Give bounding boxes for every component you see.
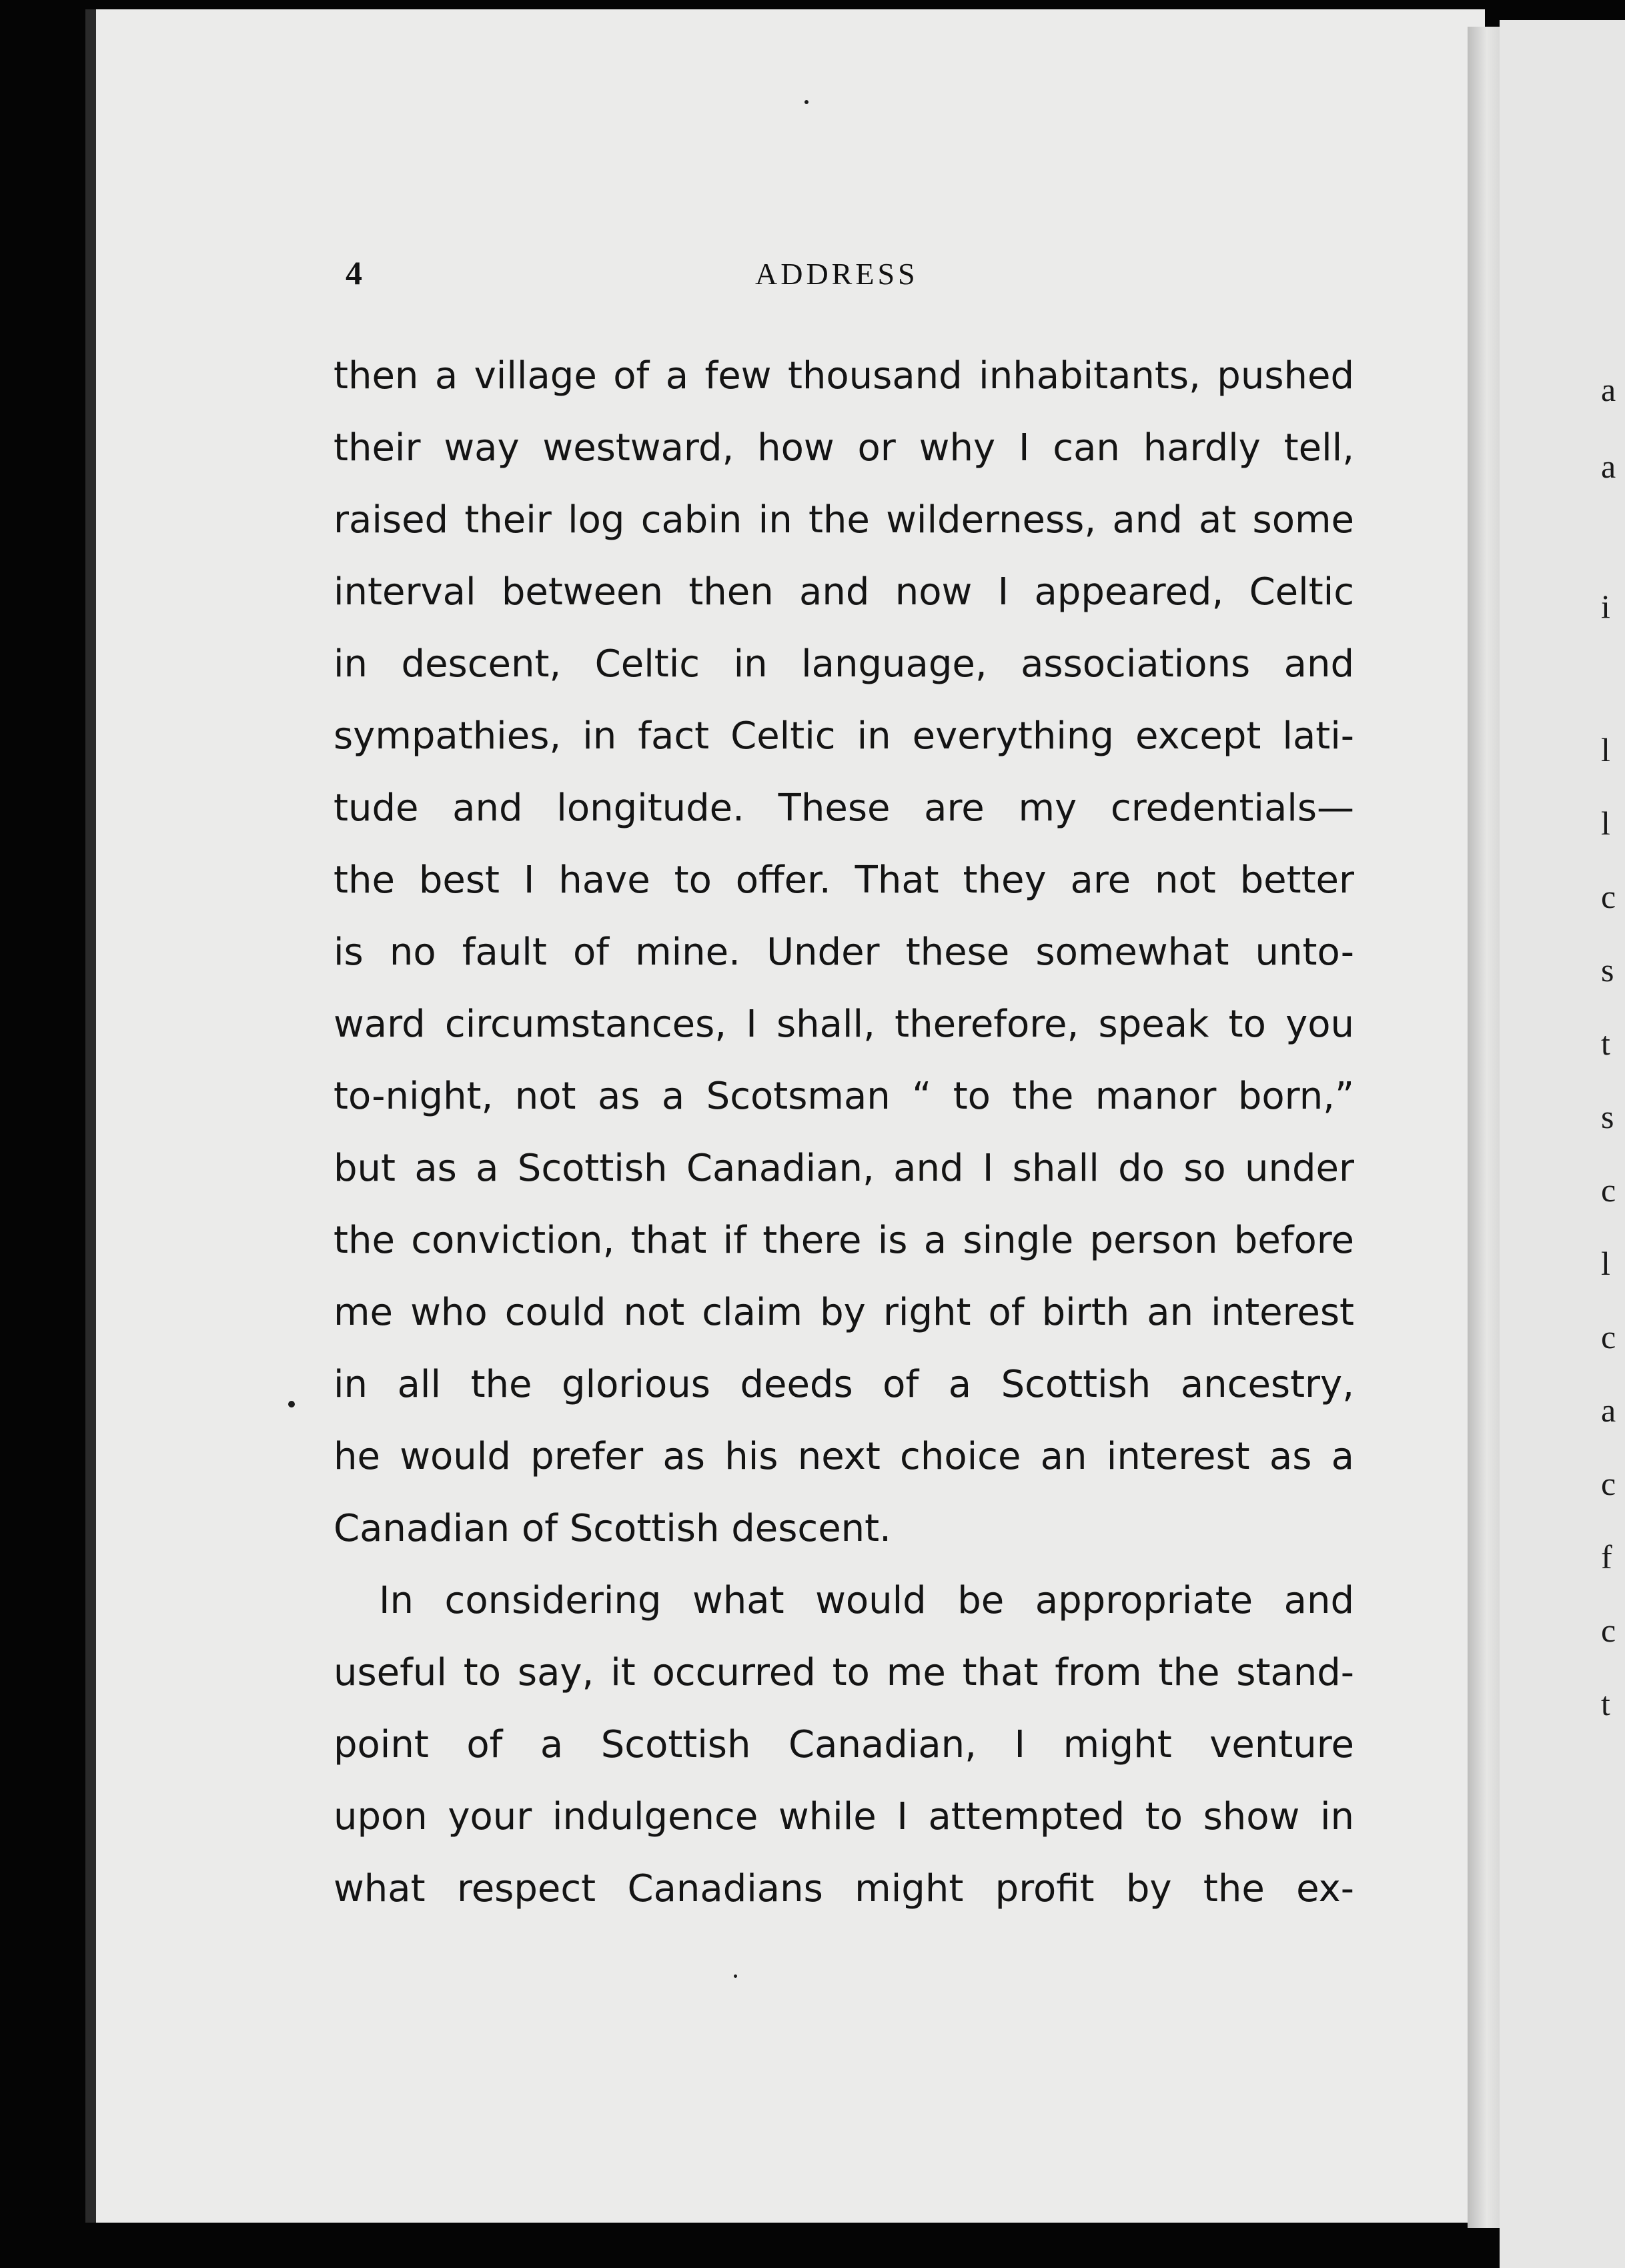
text-line-paragraph-end: Canadian of Scottish descent. — [334, 1507, 891, 1550]
page-number: 4 — [346, 254, 362, 292]
facing-page-letter: l — [1601, 1245, 1610, 1282]
text-line: but as a Scottish Canadian, and I shall do so under — [334, 1147, 1354, 1190]
ink-speck — [734, 1974, 737, 1978]
facing-page-letter: l — [1601, 731, 1610, 768]
facing-page-letter: t — [1601, 1685, 1610, 1722]
facing-page-letter: s — [1601, 1098, 1614, 1135]
text-line: tude and longitude. These are my credentials— — [334, 786, 1354, 830]
text-line: he would prefer as his next choice an interest as a — [334, 1435, 1354, 1478]
text-line: raised their log cabin in the wilderness, and at some — [334, 498, 1354, 542]
text-line: what respect Canadians might profit by the ex- — [334, 1867, 1354, 1910]
facing-page-letter: i — [1601, 588, 1610, 625]
text-line: in all the glorious deeds of a Scottish ancestry, — [334, 1363, 1354, 1406]
facing-page-letter: c — [1601, 1465, 1616, 1502]
text-line: is no fault of mine. Under these somewhat unto- — [334, 931, 1354, 974]
facing-page-letter: s — [1601, 951, 1614, 989]
text-line: ward circumstances, I shall, therefore, speak to you — [334, 1003, 1354, 1046]
text-line: to-night, not as a Scotsman “ to the manor born,” — [334, 1075, 1354, 1118]
running-head — [0, 253, 1625, 307]
facing-page-letter: t — [1601, 1025, 1610, 1062]
text-line: in descent, Celtic in language, associations and — [334, 642, 1354, 686]
text-line: the best I have to offer. That they are not better — [334, 859, 1354, 902]
facing-page-letter: c — [1601, 878, 1616, 915]
text-line: sympathies, in fact Celtic in everything except lati- — [334, 714, 1354, 758]
ink-speck — [288, 1401, 295, 1407]
facing-page-letter: c — [1601, 1171, 1616, 1209]
text-line: useful to say, it occurred to me that from the stand- — [334, 1651, 1354, 1694]
facing-page-fragments — [1601, 0, 1625, 2268]
text-line: their way westward, how or why I can hardly tell, — [334, 426, 1354, 470]
facing-page-letter: a — [1601, 1391, 1616, 1429]
facing-page-letter: f — [1601, 1538, 1612, 1576]
text-line: me who could not claim by right of birth an interest — [334, 1291, 1354, 1334]
facing-page-letter: l — [1601, 804, 1610, 842]
running-title: ADDRESS — [755, 257, 919, 291]
facing-page-letter: a — [1601, 371, 1616, 408]
facing-page-letter: a — [1601, 448, 1616, 485]
text-line: point of a Scottish Canadian, I might venture — [334, 1723, 1354, 1766]
text-line-paragraph-start: In considering what would be appropriate and — [379, 1579, 1354, 1622]
text-line: the conviction, that if there is a single person before — [334, 1219, 1354, 1262]
text-line: then a village of a few thousand inhabitants, pushed — [334, 354, 1354, 398]
text-line: upon your indulgence while I attempted to show in — [334, 1795, 1354, 1838]
facing-page-letter: c — [1601, 1612, 1616, 1649]
facing-page-letter: c — [1601, 1318, 1616, 1355]
text-line: interval between then and now I appeared, Celtic — [334, 570, 1354, 614]
ink-speck — [804, 100, 808, 104]
page-gutter — [1468, 27, 1500, 2228]
page-body — [334, 340, 1354, 1925]
